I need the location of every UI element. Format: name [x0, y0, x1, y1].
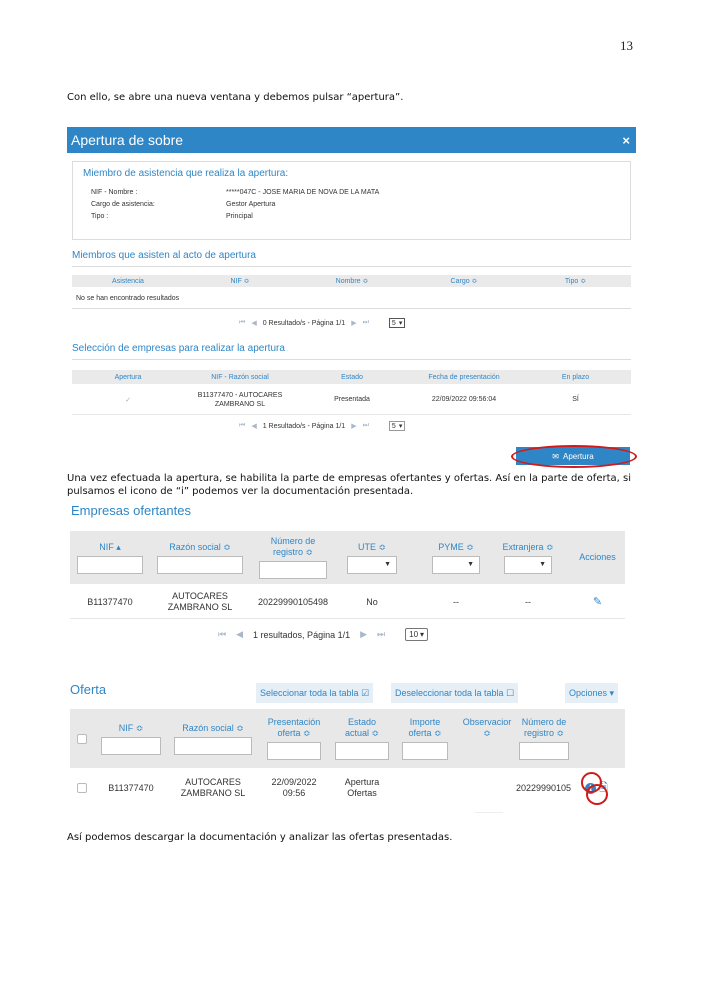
col-observaciones-label[interactable]: Observacior ≎: [462, 717, 512, 738]
nif-cell: B11377470: [87, 596, 133, 607]
modal-title: Apertura de sobre: [71, 132, 184, 148]
member-box: [72, 161, 631, 240]
col-nombre[interactable]: Nombre ≎: [335, 278, 369, 285]
next-page-icon[interactable]: ▶: [351, 320, 357, 327]
col-extranjera-label[interactable]: Extranjera ≎: [502, 541, 554, 552]
pyme-cell: --: [453, 596, 459, 607]
registro-cell: 20229990105: [516, 782, 572, 793]
ute-filter-select[interactable]: [347, 556, 397, 574]
col-nif-label[interactable]: NIF ▴: [99, 541, 121, 552]
next-page-icon[interactable]: ▶: [351, 423, 357, 430]
col-observaciones: [458, 709, 516, 768]
col-registro: [258, 531, 328, 584]
razon-cell: AUTOCARES ZAMBRANO SL: [180, 777, 246, 798]
divider: [72, 308, 631, 309]
pager-text: 0 Resultado/s - Página 1/1: [262, 319, 346, 327]
presentacion-cell: 22/09/2022 09:56: [271, 777, 317, 798]
empty-message: No se han encontrado resultados: [76, 295, 180, 302]
envelope-icon: ✉: [552, 451, 559, 461]
col-presentacion: [264, 709, 324, 768]
page-size-value: 10: [409, 630, 419, 639]
col-razon-label[interactable]: Razón social ≎: [182, 722, 244, 733]
col-presentacion-label[interactable]: Presentación oferta ≎: [267, 717, 321, 738]
col-apertura: Apertura: [114, 373, 142, 381]
next-page-icon[interactable]: ▶: [360, 629, 368, 639]
highlight-circle-download: [586, 781, 608, 805]
select-all-checkbox[interactable]: [77, 734, 87, 744]
member-value: *****047C - JOSE MARIA DE NOVA DE LA MATA: [226, 189, 380, 196]
page-size-select[interactable]: [389, 318, 405, 328]
estado-cell: Presentada: [334, 396, 370, 403]
member-value: Principal: [226, 213, 253, 220]
options-button[interactable]: Opciones ▾: [565, 683, 618, 703]
observaciones-cell: [458, 770, 516, 806]
select-all-button[interactable]: Seleccionar toda la tabla ☑: [256, 683, 373, 703]
page-size-value: 5: [391, 422, 396, 430]
col-acciones: [570, 531, 625, 584]
member-value: Gestor Apertura: [226, 201, 276, 208]
paragraph-intro: Con ello, se abre una nueva ventana y debemos pulsar “apertura”.: [67, 92, 404, 103]
paragraph-line: pulsamos el icono de “i” podemos ver la documentación presentada.: [67, 486, 414, 497]
col-fecha: Fecha de presentación: [428, 373, 500, 381]
row-select: [74, 770, 90, 806]
divider: [475, 812, 503, 813]
estado-cell: Apertura Ofertas: [344, 777, 380, 798]
chevron-down-icon: ▾: [398, 320, 403, 327]
nif-razon-cell: B11377470 - AUTOCARES ZAMBRANO SL: [197, 391, 283, 408]
col-registro-label[interactable]: Número de registro ≎: [521, 717, 567, 738]
col-en-plazo: En plazo: [561, 373, 590, 381]
member-row-cargo: [83, 199, 620, 211]
col-asistencia[interactable]: Asistencia: [112, 277, 144, 285]
fecha-cell: 22/09/2022 09:56:04: [431, 396, 497, 403]
page-size-value: 5: [391, 319, 396, 327]
prev-page-icon[interactable]: ◀: [236, 629, 244, 639]
member-row-nif: [83, 187, 620, 199]
col-extranjera: [498, 531, 558, 584]
member-label: NIF - Nombre :: [91, 189, 138, 196]
oferta-filter-header: [70, 709, 625, 768]
first-page-icon[interactable]: ⏮: [218, 629, 227, 639]
first-page-icon[interactable]: ⏮: [239, 422, 246, 429]
caret-down-icon: ▼: [467, 561, 474, 568]
apertura-modal: [67, 127, 636, 469]
member-label: Tipo :: [91, 213, 109, 220]
member-box-title: Miembro de asistencia que realiza la apertura:: [83, 168, 289, 179]
page-size-select[interactable]: [405, 628, 428, 641]
edit-icon-cell: [570, 585, 625, 619]
deselect-all-button[interactable]: Deseleccionar toda la tabla ☐: [391, 683, 518, 703]
col-pyme-label[interactable]: PYME ≎: [438, 541, 474, 552]
estado-filter-input[interactable]: [335, 742, 389, 760]
page-number: 13: [620, 38, 633, 53]
col-nif: [76, 531, 144, 584]
apertura-button-label: Apertura: [563, 451, 594, 461]
col-estado: [335, 709, 389, 768]
col-registro-label[interactable]: Número de registro ≎: [270, 536, 316, 557]
col-nif[interactable]: NIF ≎: [230, 278, 250, 285]
razon-filter-input[interactable]: [174, 737, 252, 755]
col-ute-label[interactable]: UTE ≎: [357, 541, 387, 552]
col-nif-label[interactable]: NIF ≎: [118, 722, 144, 733]
col-importe: [401, 709, 449, 768]
col-acciones-label: Acciones: [579, 552, 616, 562]
paragraph-empresas: [67, 472, 637, 498]
nif-filter-input[interactable]: [77, 556, 143, 574]
table-row: [72, 385, 631, 415]
empresas-filter-header: [70, 531, 625, 584]
check-icon[interactable]: ✓: [125, 396, 131, 404]
seleccion-title: Selección de empresas para realizar la apertura: [72, 343, 285, 354]
paragraph-line: Una vez efectuada la apertura, se habilita la parte de empresas ofertantes y ofertas. Así en la parte de oferta, si: [67, 473, 631, 484]
table-row: [70, 585, 625, 619]
table-row: [70, 770, 625, 806]
empresas-pager: [218, 628, 428, 641]
empresas-title: Empresas ofertantes: [71, 503, 191, 518]
first-page-icon[interactable]: ⏮: [239, 319, 246, 326]
prev-page-icon[interactable]: ◀: [251, 320, 257, 327]
razon-filter-input[interactable]: [157, 556, 243, 574]
oferta-title: Oferta: [70, 682, 107, 697]
col-tipo[interactable]: Tipo ≎: [564, 278, 587, 285]
col-razon: [173, 709, 253, 768]
col-estado: Estado: [341, 373, 363, 381]
pyme-filter-select[interactable]: [432, 556, 480, 574]
chevron-down-icon: ▾: [398, 423, 403, 430]
asisten-pager: [239, 318, 405, 328]
col-razon: [156, 531, 244, 584]
col-ute: [346, 531, 398, 584]
close-icon[interactable]: ×: [622, 132, 630, 148]
asisten-title: Miembros que asisten al acto de apertura: [72, 250, 256, 261]
pager-text: 1 resultados, Página 1/1: [253, 629, 351, 640]
extranjera-cell: --: [525, 596, 531, 607]
info-icon[interactable]: i: [585, 783, 596, 794]
seleccion-table-header: [72, 370, 631, 384]
row-checkbox[interactable]: [77, 783, 87, 793]
caret-down-icon: ▼: [384, 561, 391, 568]
member-label: Cargo de asistencia:: [91, 201, 155, 208]
nif-cell: B11377470: [108, 782, 154, 793]
col-importe-label[interactable]: Importe oferta ≎: [408, 717, 442, 738]
nif-filter-input[interactable]: [101, 737, 161, 755]
page-size-select[interactable]: [389, 421, 405, 431]
razon-cell: AUTOCARES ZAMBRANO SL: [167, 591, 233, 612]
chevron-down-icon: ▾: [420, 630, 425, 639]
document-icon[interactable]: 🗎: [599, 781, 608, 794]
col-pyme: [425, 531, 487, 584]
col-nif: [100, 709, 162, 768]
col-select: [74, 709, 90, 768]
paragraph-final: Así podemos descargar la documentación y analizar las ofertas presentadas.: [67, 832, 453, 843]
registro-filter-input[interactable]: [259, 561, 327, 579]
pager-text: 1 Resultado/s - Página 1/1: [262, 422, 346, 430]
divider: [72, 359, 631, 360]
col-estado-label[interactable]: Estado actual ≎: [344, 717, 380, 738]
caret-down-icon: ▼: [539, 561, 546, 568]
highlight-oval: [511, 445, 637, 468]
ute-cell: No: [366, 596, 378, 607]
col-razon-label[interactable]: Razón social ≎: [169, 541, 231, 552]
col-nif-razon: NIF - Razón social: [211, 373, 269, 381]
importe-cell: [401, 770, 449, 806]
divider: [72, 266, 631, 267]
registro-cell: 20229990105498: [257, 596, 329, 607]
prev-page-icon[interactable]: ◀: [251, 423, 257, 430]
importe-filter-input[interactable]: [402, 742, 448, 760]
col-registro: [518, 709, 570, 768]
presentacion-filter-input[interactable]: [267, 742, 321, 760]
en-plazo-cell: SÍ: [572, 396, 579, 403]
extranjera-filter-select[interactable]: [504, 556, 552, 574]
edit-icon[interactable]: ✎: [592, 595, 603, 608]
registro-filter-input[interactable]: [519, 742, 569, 760]
last-page-icon[interactable]: ⏭: [362, 422, 369, 429]
last-page-icon[interactable]: ⏭: [377, 629, 386, 639]
asisten-table-header: [72, 275, 631, 287]
modal-header: [67, 127, 636, 153]
last-page-icon[interactable]: ⏭: [362, 319, 369, 326]
seleccion-pager: [239, 421, 405, 431]
col-cargo[interactable]: Cargo ≎: [450, 278, 478, 285]
member-row-tipo: [83, 211, 620, 223]
